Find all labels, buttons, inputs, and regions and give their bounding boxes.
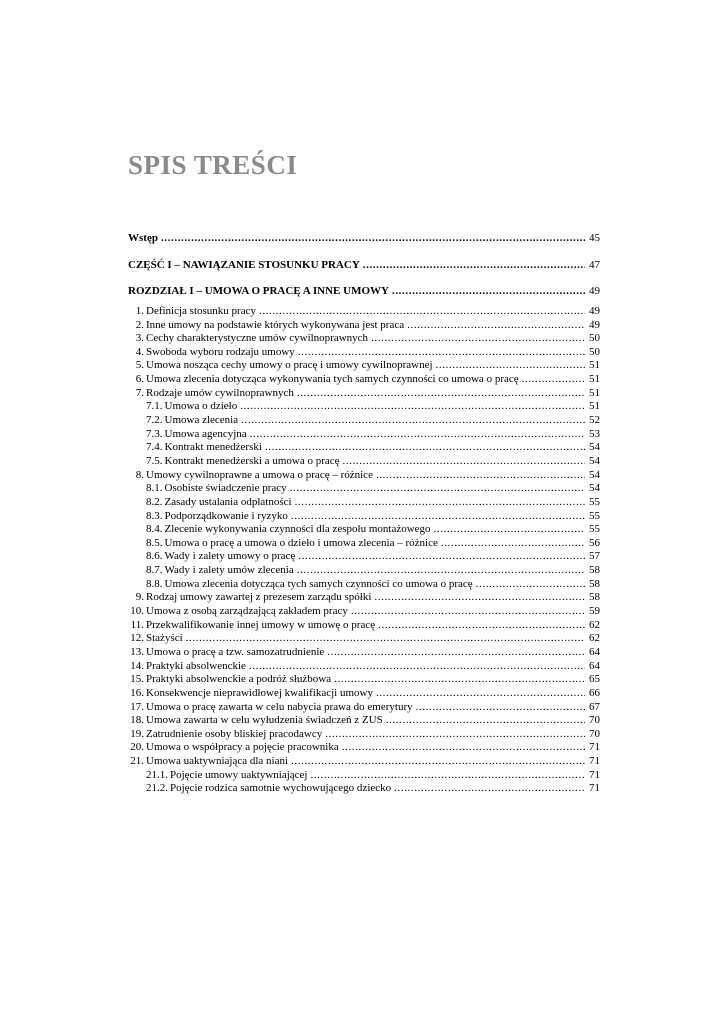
toc-page-number: 58 xyxy=(589,591,600,604)
toc-entry-title: Zasady ustalania odpłatności xyxy=(164,495,292,508)
toc-page-number: 51 xyxy=(589,373,600,386)
toc-page-number: 58 xyxy=(589,577,600,590)
toc-entry xyxy=(128,619,600,633)
toc-entry xyxy=(128,537,600,551)
toc-page-number: 64 xyxy=(589,645,600,658)
toc-entry-title: Umowa o współpracy a pojęcie pracownika xyxy=(146,741,339,754)
toc-page-number: 55 xyxy=(589,523,600,536)
toc-page-number: 51 xyxy=(589,359,600,372)
table-of-contents xyxy=(128,232,600,796)
toc-entry xyxy=(128,578,600,592)
toc-entry-title: Umowy cywilnoprawne a umowa o pracę – różnice xyxy=(146,468,373,481)
toc-page-number: 49 xyxy=(589,318,600,331)
toc-entry xyxy=(128,346,600,360)
toc-page-number: 54 xyxy=(589,482,600,495)
toc-entry-number: 14. xyxy=(130,659,144,672)
toc-entry-number: 15. xyxy=(130,673,144,686)
toc-entry-number: 7. xyxy=(135,386,144,399)
toc-entry-list xyxy=(128,305,600,796)
dot-leader xyxy=(441,537,585,551)
dot-leader xyxy=(376,687,585,701)
toc-page-number: 49 xyxy=(589,285,600,298)
dot-leader xyxy=(351,605,585,619)
toc-entry-number: 7.4. xyxy=(146,441,163,454)
toc-entry xyxy=(128,605,600,619)
dot-leader xyxy=(407,319,585,333)
toc-page-number: 71 xyxy=(589,768,600,781)
toc-entry-title: Definicja stosunku pracy xyxy=(146,304,256,317)
toc-page-number: 62 xyxy=(589,618,600,631)
dot-leader xyxy=(363,259,585,273)
toc-entry xyxy=(128,469,600,483)
toc-entry xyxy=(128,755,600,769)
toc-entry-number: 7.3. xyxy=(146,427,163,440)
toc-entry xyxy=(128,428,600,442)
dot-leader xyxy=(298,346,585,360)
toc-entry xyxy=(128,373,600,387)
toc-entry-number: 8.8. xyxy=(146,577,163,590)
dot-leader xyxy=(290,482,585,496)
toc-entry-title: Rodzaje umów cywilnoprawnych xyxy=(146,386,294,399)
toc-entry-title: Rodzaj umowy zawartej z prezesem zarządu spółki xyxy=(146,591,372,604)
toc-entry-title: Umowa zlecenia xyxy=(164,414,239,427)
dot-leader xyxy=(265,441,585,455)
toc-entry-number: 21.2. xyxy=(146,782,168,795)
dot-leader xyxy=(297,387,585,401)
toc-entry xyxy=(128,591,600,605)
toc-page-number: 56 xyxy=(589,536,600,549)
toc-entry-number: 19. xyxy=(130,727,144,740)
toc-entry-number: 12. xyxy=(130,632,144,645)
toc-entry xyxy=(128,714,600,728)
toc-entry xyxy=(128,523,600,537)
dot-leader xyxy=(376,469,585,483)
dot-leader xyxy=(436,359,585,373)
toc-entry xyxy=(128,564,600,578)
toc-entry xyxy=(128,728,600,742)
dot-leader xyxy=(291,510,585,524)
toc-entry-part xyxy=(128,259,600,273)
dot-leader xyxy=(241,414,585,428)
toc-entry-number: 7.1. xyxy=(146,400,163,413)
toc-entry xyxy=(128,660,600,674)
toc-entry xyxy=(128,673,600,687)
dot-leader xyxy=(342,741,585,755)
toc-entry-number: 8. xyxy=(135,468,144,481)
dot-leader xyxy=(249,660,585,674)
toc-page-number: 51 xyxy=(589,400,600,413)
toc-entry-title: Wady i zalety umowy o pracę xyxy=(164,550,296,563)
toc-entry-title: Cechy charakterystyczne umów cywilnoprawnych xyxy=(146,332,369,345)
toc-entry-title: Kontrakt menedżerski xyxy=(164,441,262,454)
toc-entry-title: Praktyki absolwenckie a podróż służbowa xyxy=(146,673,332,686)
dot-leader xyxy=(374,591,585,605)
dot-leader xyxy=(325,728,585,742)
dot-leader xyxy=(240,400,585,414)
dot-leader xyxy=(476,578,585,592)
toc-entry xyxy=(128,769,600,783)
toc-entry-chapter xyxy=(128,285,600,299)
toc-entry-number: 8.1. xyxy=(146,482,163,495)
toc-page-number: 50 xyxy=(589,345,600,358)
toc-entry xyxy=(128,414,600,428)
dot-leader xyxy=(298,550,585,564)
dot-leader xyxy=(310,769,585,783)
toc-entry-title: Umowa o dzieło xyxy=(164,400,238,413)
toc-page-number: 70 xyxy=(589,727,600,740)
toc-page-number: 65 xyxy=(589,673,600,686)
toc-page-number: 67 xyxy=(589,700,600,713)
toc-page-number: 51 xyxy=(589,386,600,399)
toc-entry-number: 18. xyxy=(130,714,144,727)
dot-leader xyxy=(186,632,585,646)
toc-entry-wstep xyxy=(128,232,600,246)
toc-entry-title: Zatrudnienie osoby bliskiej pracodawcy xyxy=(146,727,323,740)
toc-entry-title: Konsekwencje nieprawidłowej kwalifikacji umowy xyxy=(146,686,373,699)
toc-page-number: 71 xyxy=(589,741,600,754)
toc-entry-title: Umowa zawarta w celu wyłudzenia świadczeń z ZUS xyxy=(146,714,383,727)
toc-page-number: 58 xyxy=(589,564,600,577)
toc-entry xyxy=(128,782,600,796)
toc-entry-title: Przekwalifikowanie innej umowy w umowę o pracę xyxy=(146,618,376,631)
dot-leader xyxy=(334,673,585,687)
toc-entry-title: Umowa uaktywniająca dla niani xyxy=(146,755,289,768)
toc-page-number: 70 xyxy=(589,714,600,727)
toc-entry xyxy=(128,332,600,346)
dot-leader xyxy=(343,455,585,469)
toc-page-number: 66 xyxy=(589,686,600,699)
toc-entry xyxy=(128,482,600,496)
dot-leader xyxy=(416,701,585,715)
toc-entry xyxy=(128,496,600,510)
toc-page-number: 54 xyxy=(589,454,600,467)
toc-entry-title: Umowa o pracę a umowa o dzieło i umowa zlecenia – różnice xyxy=(164,536,438,549)
toc-page-number: 54 xyxy=(589,441,600,454)
toc-entry-title: Umowa zlecenia dotycząca tych samych czynności co umowa o pracę xyxy=(164,577,473,590)
toc-entry-title: Praktyki absolwenckie xyxy=(146,659,246,672)
toc-page-number: 71 xyxy=(589,755,600,768)
toc-entry-number: 11. xyxy=(130,618,144,631)
dot-leader xyxy=(327,646,585,660)
toc-entry-title: Pojęcie rodzica samotnie wychowującego dziecko xyxy=(170,782,392,795)
toc-entry-number: 21. xyxy=(130,755,144,768)
toc-entry-number: 20. xyxy=(130,741,144,754)
dot-leader xyxy=(371,332,585,346)
dot-leader xyxy=(291,755,585,769)
toc-entry xyxy=(128,400,600,414)
dot-leader xyxy=(386,714,585,728)
dot-leader xyxy=(394,782,585,796)
dot-leader xyxy=(250,428,585,442)
toc-entry-number: 8.4. xyxy=(146,523,163,536)
toc-entry-title: Osobiste świadczenie pracy xyxy=(164,482,287,495)
toc-page-number: 64 xyxy=(589,659,600,672)
toc-entry-number: 17. xyxy=(130,700,144,713)
toc-entry-number: 3. xyxy=(135,332,144,345)
toc-entry-number: 13. xyxy=(130,645,144,658)
toc-entry-title: Pojęcie umowy uaktywniającej xyxy=(170,768,308,781)
toc-entry-number: 8.5. xyxy=(146,536,163,549)
toc-entry-title: Wady i zalety umów zlecenia xyxy=(164,564,294,577)
dot-leader xyxy=(297,564,585,578)
toc-page-number: 50 xyxy=(589,332,600,345)
toc-entry-number: 8.3. xyxy=(146,509,163,522)
toc-entry-title: Kontrakt menedżerski a umowa o pracę xyxy=(164,454,340,467)
toc-entry-number: 1. xyxy=(135,304,144,317)
dot-leader xyxy=(378,619,585,633)
toc-entry-title: Umowa agencyjna xyxy=(164,427,247,440)
dot-leader xyxy=(295,496,585,510)
toc-entry-number: 4. xyxy=(135,345,144,358)
toc-page-number: 47 xyxy=(589,258,600,271)
toc-entry-title: Umowa o pracę zawarta w celu nabycia prawa do emerytury xyxy=(146,700,413,713)
toc-page-number: 55 xyxy=(589,509,600,522)
toc-entry xyxy=(128,741,600,755)
toc-entry xyxy=(128,687,600,701)
toc-entry-number: 8.7. xyxy=(146,564,163,577)
toc-entry-number: 7.5. xyxy=(146,454,163,467)
toc-entry xyxy=(128,510,600,524)
toc-entry xyxy=(128,441,600,455)
toc-entry xyxy=(128,701,600,715)
toc-entry-number: 5. xyxy=(135,359,144,372)
toc-page-number: 71 xyxy=(589,782,600,795)
toc-entry-number: 8.2. xyxy=(146,495,163,508)
toc-entry-number: 10. xyxy=(130,605,144,618)
toc-entry-title: ROZDZIAŁ I – UMOWA O PRACĘ A INNE UMOWY xyxy=(128,285,389,298)
toc-page-number: 59 xyxy=(589,605,600,618)
toc-page-number: 57 xyxy=(589,550,600,563)
toc-entry-number: 6. xyxy=(135,373,144,386)
toc-entry-title: Stażyści xyxy=(146,632,183,645)
toc-entry xyxy=(128,455,600,469)
toc-entry xyxy=(128,319,600,333)
page-title: SPIS TREŚCI xyxy=(128,150,298,180)
dot-leader xyxy=(259,305,585,319)
toc-entry xyxy=(128,387,600,401)
toc-page-number: 53 xyxy=(589,427,600,440)
toc-page-number: 62 xyxy=(589,632,600,645)
dot-leader xyxy=(522,373,585,387)
toc-entry xyxy=(128,550,600,564)
toc-page-number: 49 xyxy=(589,304,600,317)
toc-entry-number: 21.1. xyxy=(146,768,168,781)
dot-leader xyxy=(161,232,585,246)
toc-entry-number: 2. xyxy=(135,318,144,331)
toc-entry-title: Podporządkowanie i ryzyko xyxy=(164,509,288,522)
dot-leader xyxy=(392,285,585,299)
toc-entry-number: 7.2. xyxy=(146,414,163,427)
toc-entry-number: 8.6. xyxy=(146,550,163,563)
toc-entry-title: Umowa z osobą zarządzającą zakładem pracy xyxy=(146,605,348,618)
toc-entry xyxy=(128,305,600,319)
toc-entry xyxy=(128,632,600,646)
toc-page-number: 55 xyxy=(589,495,600,508)
toc-page-number: 54 xyxy=(589,468,600,481)
toc-page-number: 52 xyxy=(589,414,600,427)
toc-entry xyxy=(128,646,600,660)
toc-entry-title: Umowa nosząca cechy umowy o pracę i umowy cywilnoprawnej xyxy=(146,359,433,372)
toc-entry-title: Umowa o pracę a tzw. samozatrudnienie xyxy=(146,645,325,658)
toc-entry-number: 9. xyxy=(135,591,144,604)
toc-entry-title: Umowa zlecenia dotycząca wykonywania tych samych czynności co umowa o pracę xyxy=(146,373,519,386)
toc-entry-title: CZĘŚĆ I – NAWIĄZANIE STOSUNKU PRACY xyxy=(128,258,360,271)
toc-entry-title: Wstęp xyxy=(128,232,158,244)
toc-page-number: 45 xyxy=(589,232,600,244)
toc-entry xyxy=(128,359,600,373)
toc-entry-number: 16. xyxy=(130,686,144,699)
toc-entry-title: Zlecenie wykonywania czynności dla zespołu montażowego xyxy=(164,523,431,536)
toc-entry-title: Inne umowy na podstawie których wykonywana jest praca xyxy=(146,318,405,331)
toc-entry-title: Swoboda wyboru rodzaju umowy xyxy=(146,345,295,358)
dot-leader xyxy=(434,523,585,537)
